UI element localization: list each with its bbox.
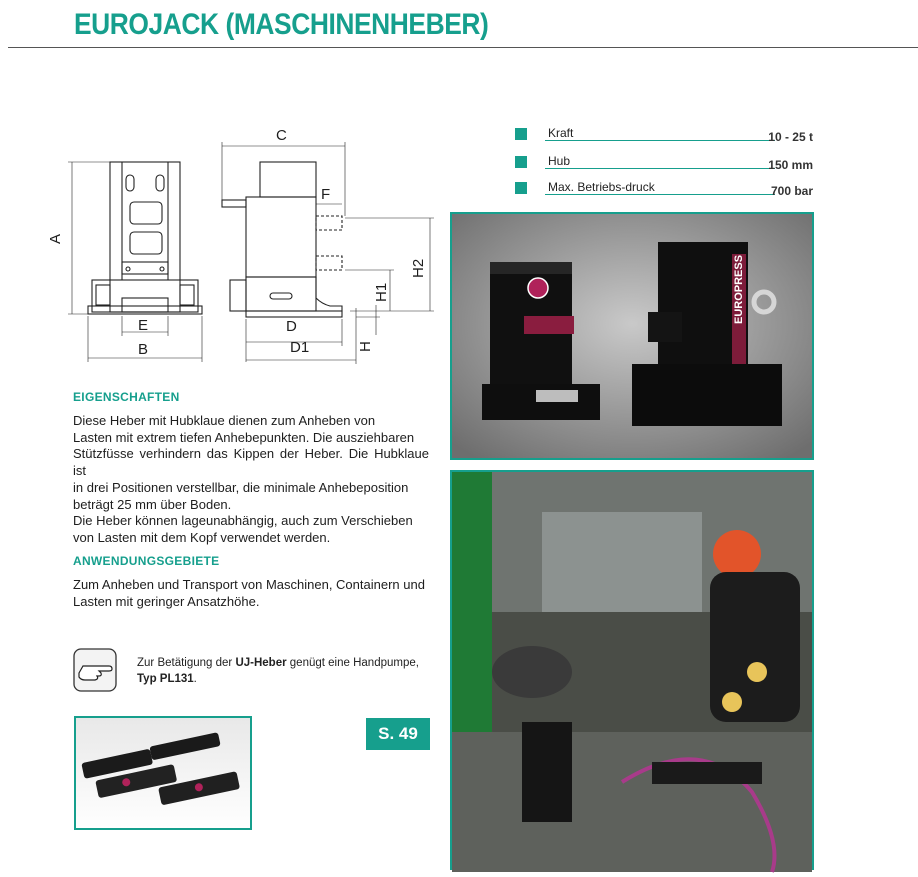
applications-text: Zum Anheben und Transport von Maschinen, Containern und Lasten mit geringer Ansatzhöhe. <box>73 577 425 609</box>
pointing-hand-icon <box>73 648 117 692</box>
properties-text: Diese Heber mit Hubklaue dienen zum Anheben von Lasten mit extrem tiefen Anhebepunkten. Die ausziehbaren Stützfüsse verhindern das Kippen der Heber. Die Hubklaue ist in drei Positionen verstellbar, die minimale Anhebeposition beträgt 25 mm über Boden. Die Heber können lageunabhängig, auch zum Verschieben von Lasten mit dem Kopf verwendet werden. <box>73 413 429 545</box>
bullet-square-icon <box>515 182 527 194</box>
dim-label-h1: H1 <box>373 282 390 302</box>
applications-heading: ANWENDUNGSGEBIETE <box>73 554 220 568</box>
spec-label: Kraft <box>548 126 574 140</box>
dim-label-c: C <box>276 127 287 144</box>
spec-rule <box>545 168 775 169</box>
spec-row-hub <box>515 154 815 174</box>
dimension-drawing <box>47 120 450 370</box>
dim-label-f: F <box>321 186 331 203</box>
page-reference-badge[interactable]: S. 49 <box>366 718 430 750</box>
bullet-square-icon <box>515 156 527 168</box>
front-view-body <box>110 162 180 312</box>
dim-label-h2: H2 <box>410 258 427 278</box>
spec-row-kraft <box>515 126 815 146</box>
page-title: EUROJACK (MASCHINENHEBER) <box>74 8 489 41</box>
dim-label-d: D <box>286 318 297 335</box>
bullet-square-icon <box>515 128 527 140</box>
dim-label-a: A <box>47 233 64 244</box>
spec-value: 700 bar <box>770 184 813 198</box>
workshop-photo <box>450 470 814 870</box>
photo-brand-text: EUROPRESS <box>733 254 745 324</box>
side-view-cylinder <box>260 162 316 197</box>
spec-label: Max. Betriebs-druck <box>548 180 655 194</box>
handpump-note: Zur Betätigung der UJ-Heber genügt eine Handpumpe, Typ PL131. <box>137 657 419 685</box>
spec-value: 10 - 25 t <box>768 130 813 144</box>
dim-label-e: E <box>138 317 149 334</box>
spec-rule <box>545 140 775 141</box>
handpump-photo <box>74 716 252 830</box>
dim-label-b: B <box>138 341 149 358</box>
spec-rule <box>545 194 775 195</box>
title-divider <box>8 47 918 48</box>
dim-label-h: H <box>357 341 374 352</box>
spec-value: 150 mm <box>768 158 813 172</box>
spec-row-max-druck <box>515 180 815 200</box>
dim-label-d1: D1 <box>290 339 310 356</box>
product-photo <box>450 212 814 460</box>
properties-heading: EIGENSCHAFTEN <box>73 390 180 404</box>
spec-label: Hub <box>548 154 571 168</box>
